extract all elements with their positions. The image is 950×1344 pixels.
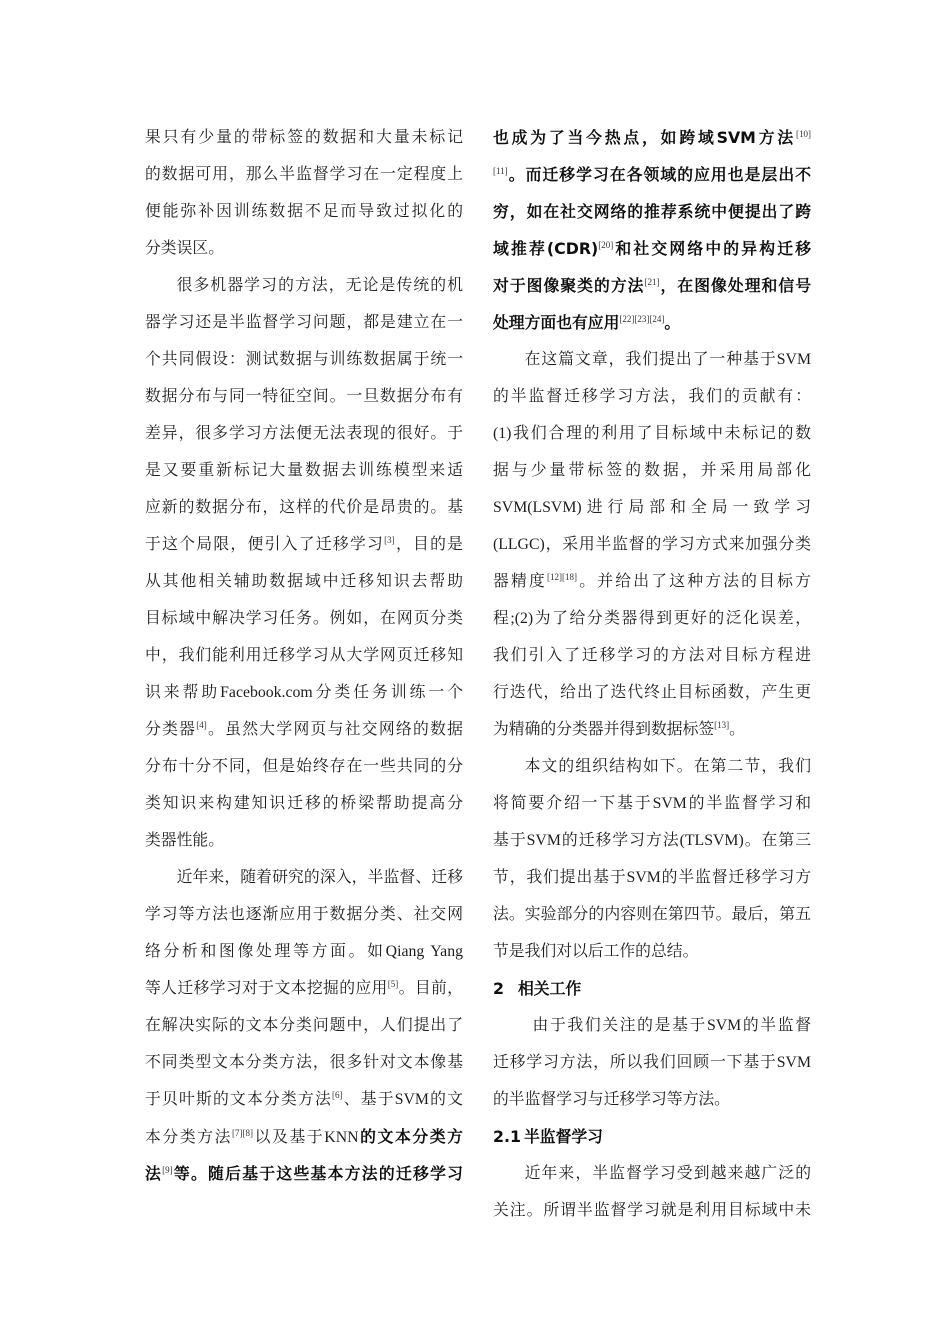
line-text: 处理方面也有应用: [493, 313, 620, 332]
text-line-bold: [145, 1155, 463, 1192]
text-line: 的半监督迁移学习方法，我们的贡献有：: [493, 388, 811, 405]
text-line: 据与少量带标签的数据，并采用局部化: [493, 462, 811, 479]
citation-ref: [21]: [644, 277, 660, 287]
text-line: 中，我们能利用迁移学习从大学网页迁移知: [145, 647, 463, 664]
citation-ref: [5]: [387, 979, 399, 989]
text-line: 类器性能。: [145, 832, 224, 849]
text-line: [145, 1081, 463, 1118]
text-line: 个共同假设：测试数据与训练数据属于统一: [145, 351, 463, 368]
paragraph: [145, 267, 463, 859]
text-line-bold: [493, 230, 811, 267]
text-line: 程;(2)为了给分类器得到更好的泛化误差，: [493, 610, 811, 627]
line-text: 。并给出了这种方法的目标方: [577, 573, 811, 590]
text-line: 的数据可用，那么半监督学习在一定程度上: [145, 166, 463, 183]
text-line: 近年来，随着研究的深入，半监督、迁移: [176, 869, 463, 886]
text-line: 数据分布与同一特征空间。一旦数据分布有: [145, 388, 463, 405]
line-text: 以及基于KNN: [253, 1129, 359, 1146]
section-title: 相关工作: [518, 979, 582, 998]
paragraph: [493, 1007, 811, 1118]
text-line: 在解决实际的文本分类问题中，人们提出了: [145, 1017, 463, 1034]
line-text: ，目的是: [394, 536, 463, 553]
paragraph: [493, 748, 811, 970]
text-line: 络分析和图像处理等方面。如Qiang Yang: [145, 943, 463, 960]
text-line-bold: [493, 156, 811, 193]
line-text: 。: [729, 721, 745, 738]
text-line: 不同类型文本分类方法，很多针对文本像基: [145, 1054, 463, 1071]
text-line: 基于SVM的迁移学习方法(TLSVM)。在第三: [493, 832, 811, 849]
text-line: 节是我们对以后工作的总结。: [493, 943, 699, 960]
text-line: 关注。所谓半监督学习就是利用目标域中未: [493, 1202, 811, 1219]
text-line: 的半监督学习与迁移学习等方法。: [493, 1091, 730, 1108]
text-line-bold: [493, 119, 811, 156]
line-text: 。而迁移学习在各领域的应用也是层出不: [507, 165, 811, 184]
text-line-bold: [493, 304, 811, 341]
line-text: 。目前，: [398, 980, 463, 997]
text-line: 节，我们提出基于SVM的半监督迁移学习方: [493, 869, 811, 886]
text-line: 果只有少量的带标签的数据和大量未标记: [145, 129, 463, 146]
line-text: 等。随后基于这些基本方法的迁移学习: [172, 1164, 463, 1183]
line-text: 域推荐(CDR): [493, 239, 599, 258]
paragraph: [493, 1155, 811, 1229]
text-line: 分类误区。: [145, 240, 224, 257]
text-line: 应新的数据分布，这样的代价是昂贵的。基: [145, 499, 463, 516]
text-line: [145, 970, 463, 1007]
text-line: [145, 526, 463, 563]
text-line: 从其他相关辅助数据域中迁移知识去帮助: [145, 573, 463, 590]
citation-ref: [11]: [493, 166, 508, 176]
line-text: 、基于SVM的文: [342, 1091, 463, 1108]
citation-ref: [4]: [196, 720, 207, 730]
section-number: 2: [493, 979, 504, 998]
text-line: [493, 711, 811, 748]
line-text: 分类器: [145, 721, 197, 738]
citation-ref: [10]: [796, 129, 811, 139]
text-line: 差异，很多学习方法便无法表现的很好。于: [145, 425, 463, 442]
citation-ref: [13]: [714, 720, 730, 730]
text-line: [145, 711, 463, 748]
line-text: 于这个局限，便引入了迁移学习: [145, 536, 385, 553]
line-text: 法: [145, 1164, 163, 1183]
text-line: 很多机器学习的方法，无论是传统的机: [176, 277, 463, 294]
line-text: 。: [664, 313, 681, 332]
citation-ref: [9]: [162, 1165, 173, 1175]
text-line: (LLGC)，采用半监督的学习方式来加强分类: [493, 536, 811, 553]
line-text: 器精度: [493, 573, 547, 590]
paragraph: [493, 119, 811, 341]
text-line: 识来帮助Facebook.com分类任务训练一个: [145, 684, 463, 701]
text-line: 便能弥补因训练数据不足而导致过拟化的: [145, 203, 463, 220]
subsection-heading: [493, 1118, 811, 1155]
line-text: 对于图像聚类的方法: [493, 276, 645, 295]
text-line: 近年来，半监督学习受到越来越广泛的: [524, 1165, 811, 1182]
right-column: [493, 119, 811, 1229]
text-line: 分布十分不同，但是始终存在一些共同的分: [145, 758, 463, 775]
subsection-number: 2.1: [493, 1127, 521, 1146]
text-line: 在这篇文章，我们提出了一种基于SVM: [524, 351, 811, 368]
text-line: 行迭代，给出了迭代终止目标函数，产生更: [493, 684, 811, 701]
line-text: 和社交网络中的异构迁移: [613, 239, 811, 258]
paragraph: [145, 119, 463, 267]
subsection-title: 半监督学习: [523, 1127, 603, 1146]
line-text: 。虽然大学网页与社交网络的数据: [206, 721, 463, 738]
line-text: 本分类方法: [145, 1129, 233, 1146]
citation-ref: [12][18]: [547, 572, 577, 582]
citation-ref: [22][23][24]: [619, 314, 665, 324]
citation-ref: [7][8]: [232, 1128, 254, 1138]
text-line: [145, 1118, 463, 1155]
text-line: 我们引入了迁移学习的方法对目标方程进: [493, 647, 811, 664]
text-line: (1)我们合理的利用了目标域中未标记的数: [493, 425, 811, 442]
citation-ref: [3]: [384, 535, 395, 545]
left-column: [145, 119, 463, 1192]
section-heading: [493, 970, 811, 1007]
text-line-bold: [493, 267, 811, 304]
text-line: 由于我们关注的是基于SVM的半监督: [532, 1017, 811, 1034]
paragraph: [145, 859, 463, 1192]
line-text: 为精确的分类器并得到数据标签: [493, 721, 715, 738]
text-line-bold: 穷，如在社交网络的推荐系统中便提出了跨: [493, 202, 811, 221]
line-text: 于贝叶斯的文本分类方法: [145, 1091, 333, 1108]
line-text: 等人迁移学习对于文本挖掘的应用: [145, 980, 388, 997]
text-line: 将简要介绍一下基于SVM的半监督学习和: [493, 795, 811, 812]
line-text-bold: 的文本分类方: [358, 1127, 463, 1146]
text-line: 法。实验部分的内容则在第四节。最后，第五: [493, 906, 811, 923]
text-line: 是又要重新标记大量数据去训练模型来适: [145, 462, 463, 479]
line-text: ，在图像处理和信号: [659, 276, 811, 295]
citation-ref: [20]: [598, 240, 614, 250]
text-line: 器学习还是半监督学习问题，都是建立在一: [145, 314, 463, 331]
text-line: [493, 563, 811, 600]
paragraph: [493, 341, 811, 748]
text-line: 类知识来构建知识迁移的桥梁帮助提高分: [145, 795, 463, 812]
text-line: 目标域中解决学习任务。例如，在网页分类: [145, 610, 463, 627]
text-line: 本文的组织结构如下。在第二节，我们: [524, 758, 811, 775]
text-line: SVM(LSVM)进行局部和全局一致学习: [493, 499, 811, 516]
text-line: 迁移学习方法，所以我们回顾一下基于SVM: [493, 1054, 811, 1071]
line-text: 也成为了当今热点，如跨域SVM方法: [493, 128, 796, 147]
text-line: 学习等方法也逐渐应用于数据分类、社交网: [145, 906, 463, 923]
citation-ref: [6]: [332, 1090, 343, 1100]
